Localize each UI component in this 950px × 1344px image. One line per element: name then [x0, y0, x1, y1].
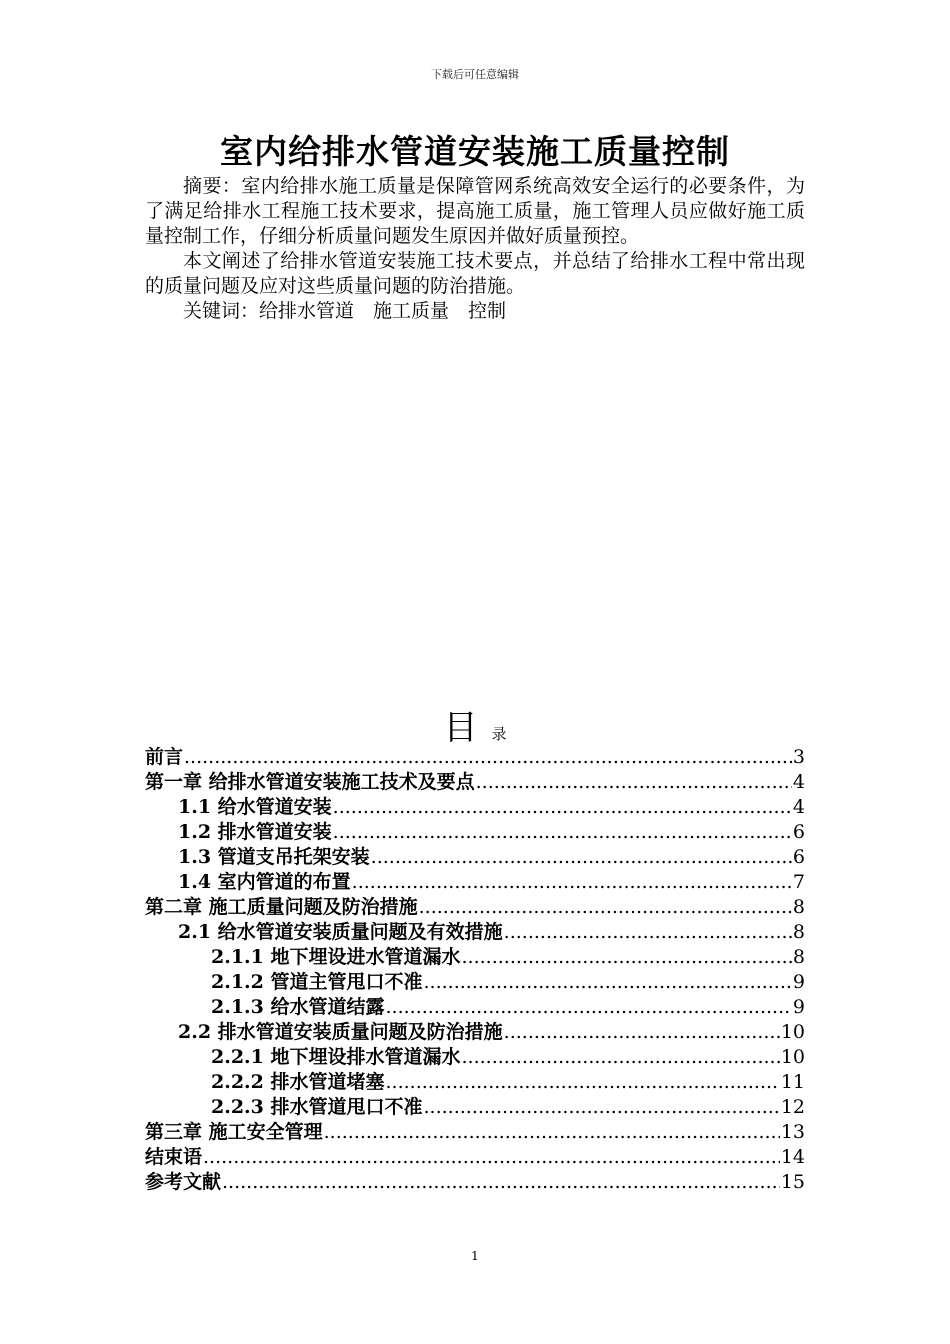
toc-dot-leader: [203, 1145, 780, 1170]
toc-entry-page: 7: [792, 871, 805, 893]
toc-dot-leader: [504, 920, 792, 945]
toc-entry-label: 2.1 给水管道安装质量问题及有效措施: [178, 921, 503, 943]
abstract-paragraph: 本文阐述了给排水管道安装施工技术要点，并总结了给排水工程中常出现的质量问题及应对这些质量问题的防治措施。: [145, 250, 805, 297]
toc-dot-leader: [333, 795, 792, 820]
toc-entry[interactable]: [145, 795, 805, 820]
toc-entry[interactable]: [145, 945, 805, 970]
toc-heading-main: 目: [443, 708, 478, 748]
toc-entry-label: 第二章 施工质量问题及防治措施: [145, 896, 418, 918]
toc-dot-leader: [324, 1120, 780, 1145]
toc-entry-page: 6: [792, 846, 805, 868]
toc-entry-page: 9: [792, 996, 805, 1018]
toc-entry[interactable]: [145, 745, 805, 770]
toc-dot-leader: [424, 1095, 780, 1120]
toc-entry-page: 4: [792, 771, 805, 793]
toc-entry-label: 参考文献: [145, 1171, 222, 1193]
keywords-line: 关键词：给排水管道 施工质量 控制: [183, 300, 507, 322]
toc-entry[interactable]: [145, 1145, 805, 1170]
document-title: 室内给排水管道安装施工质量控制: [220, 132, 730, 171]
toc-entry[interactable]: [145, 1095, 805, 1120]
toc-entry[interactable]: [145, 870, 805, 895]
toc-entry-label: 1.2 排水管道安装: [178, 821, 332, 843]
toc-entry[interactable]: [145, 770, 805, 795]
toc-heading: [0, 700, 950, 749]
toc-entry-label: 前言: [145, 746, 184, 768]
toc-dot-leader: [386, 1070, 780, 1095]
toc-entry[interactable]: [145, 1020, 805, 1045]
toc-entry[interactable]: [145, 845, 805, 870]
toc-heading-sub: 录: [491, 725, 507, 743]
toc-dot-leader: [222, 1170, 780, 1195]
toc-entry-label: 1.1 给水管道安装: [178, 796, 332, 818]
toc-dot-leader: [184, 745, 792, 770]
toc-entry-label: 2.2.3 排水管道甩口不准: [211, 1096, 423, 1118]
toc-dot-leader: [352, 870, 792, 895]
toc-entry-label: 结束语: [145, 1146, 203, 1168]
toc-entry-label: 1.4 室内管道的布置: [178, 871, 351, 893]
toc-entry-page: 6: [792, 821, 805, 843]
table-of-contents: [145, 745, 805, 1195]
toc-entry-page: 4: [792, 796, 805, 818]
toc-entry-page: 8: [792, 946, 805, 968]
toc-entry-page: 9: [792, 971, 805, 993]
toc-dot-leader: [371, 845, 792, 870]
toc-entry-page: 14: [780, 1146, 805, 1168]
toc-entry-label: 1.3 管道支吊托架安装: [178, 846, 370, 868]
toc-entry[interactable]: [145, 995, 805, 1020]
toc-entry-label: 2.2 排水管道安装质量问题及防治措施: [178, 1021, 503, 1043]
toc-entry-label: 2.2.1 地下埋设排水管道漏水: [211, 1046, 461, 1068]
toc-entry[interactable]: [145, 1170, 805, 1195]
toc-entry[interactable]: [145, 920, 805, 945]
toc-entry-label: 2.1.2 管道主管甩口不准: [211, 971, 423, 993]
toc-entry[interactable]: [145, 970, 805, 995]
header-note: 下载后可任意编辑: [431, 68, 519, 81]
toc-entry-page: 11: [780, 1071, 805, 1093]
toc-dot-leader: [476, 770, 792, 795]
toc-entry[interactable]: [145, 895, 805, 920]
toc-dot-leader: [419, 895, 792, 920]
toc-entry-page: 3: [792, 746, 805, 768]
toc-dot-leader: [333, 820, 792, 845]
toc-dot-leader: [504, 1020, 780, 1045]
abstract-section: [145, 174, 805, 324]
toc-entry-label: 2.1.1 地下埋设进水管道漏水: [211, 946, 461, 968]
toc-entry[interactable]: [145, 1120, 805, 1145]
toc-entry[interactable]: [145, 1045, 805, 1070]
toc-entry-page: 13: [780, 1121, 805, 1143]
toc-entry-page: 10: [780, 1021, 805, 1043]
toc-entry-label: 第三章 施工安全管理: [145, 1121, 323, 1143]
toc-entry-page: 15: [780, 1171, 805, 1193]
toc-entry-label: 第一章 给排水管道安装施工技术及要点: [145, 771, 475, 793]
toc-entry-label: 2.1.3 给水管道结露: [211, 996, 385, 1018]
toc-entry-page: 8: [792, 921, 805, 943]
toc-dot-leader: [462, 1045, 780, 1070]
toc-entry[interactable]: [145, 1070, 805, 1095]
toc-dot-leader: [424, 970, 792, 995]
toc-entry-page: 8: [792, 896, 805, 918]
page-number: 1: [471, 1249, 479, 1263]
toc-dot-leader: [462, 945, 792, 970]
toc-entry-page: 12: [780, 1096, 805, 1118]
toc-entry[interactable]: [145, 820, 805, 845]
abstract-paragraph: 摘要：室内给排水施工质量是保障管网系统高效安全运行的必要条件，为了满足给排水工程施工技术要求，提高施工质量，施工管理人员应做好施工质量控制工作，仔细分析质量问题发生原因并做好质量预控。: [145, 175, 805, 247]
toc-entry-page: 10: [780, 1046, 805, 1068]
toc-dot-leader: [386, 995, 792, 1020]
toc-entry-label: 2.2.2 排水管道堵塞: [211, 1071, 385, 1093]
